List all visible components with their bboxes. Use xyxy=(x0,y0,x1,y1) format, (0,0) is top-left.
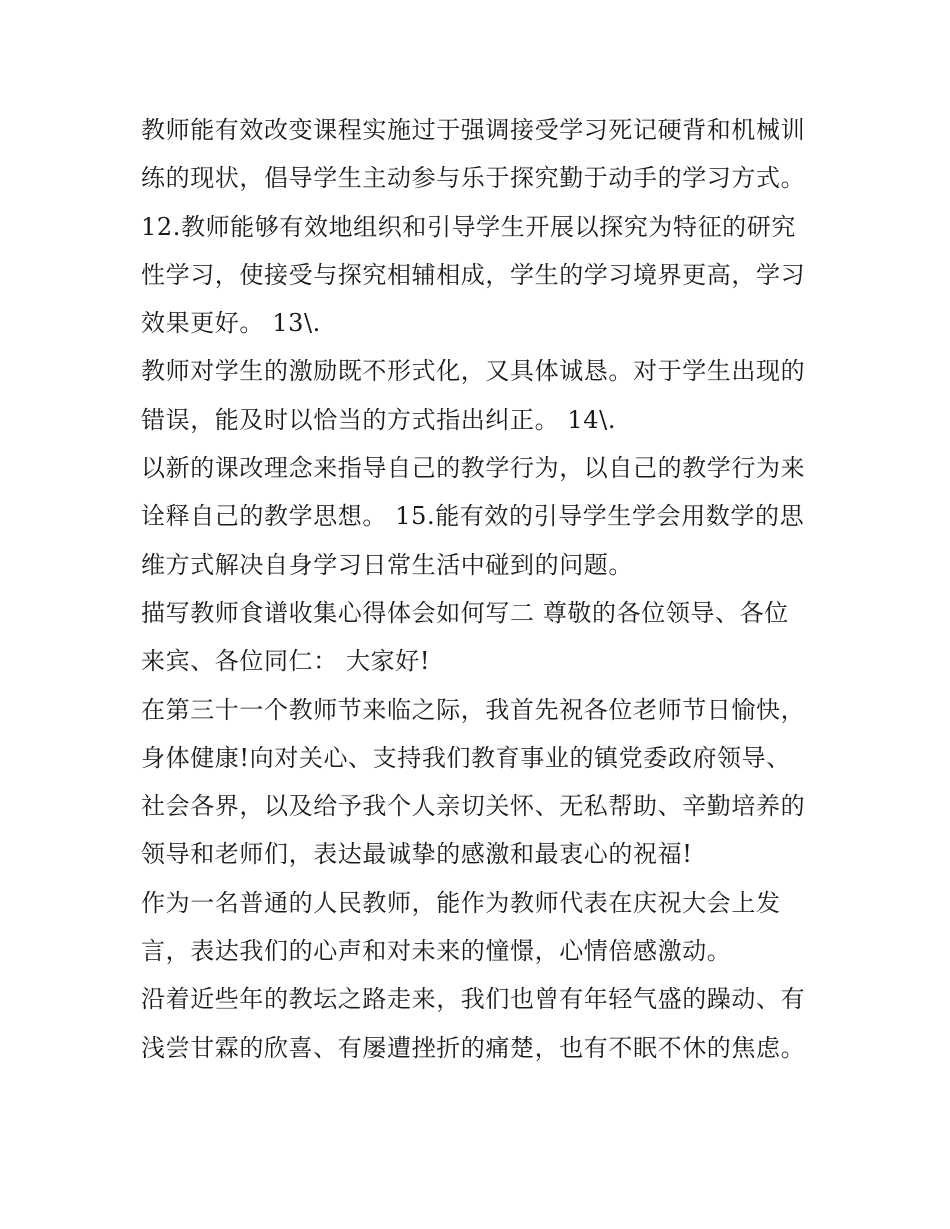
text-line: 来宾、各位同仁： 大家好! xyxy=(141,647,431,676)
text-line: 维方式解决自身学习日常生活中碰到的问题。 xyxy=(141,550,633,579)
text-line: 作为一名普通的人民教师，能作为教师代表在庆祝大会上发 xyxy=(141,888,781,917)
text-line: 性学习，使接受与探究相辅相成，学生的学习境界更高，学习 xyxy=(141,260,806,289)
text-line: 诠释自己的教学思想。 15.能有效的引导学生学会用数学的思 xyxy=(141,502,805,531)
document-body xyxy=(141,106,821,1072)
text-line: 领导和老师们，表达最诚挚的感激和最衷心的祝福! xyxy=(141,840,693,869)
text-line: 浅尝甘霖的欣喜、有屡遭挫折的痛楚，也有不眠不休的焦虑。 xyxy=(141,1033,806,1062)
text-line: 沿着近些年的教坛之路走来，我们也曾有年轻气盛的躁动、有 xyxy=(141,985,806,1014)
text-line: 社会各界，以及给予我个人亲切关怀、无私帮助、辛勤培养的 xyxy=(141,792,806,821)
text-line: 效果更好。 13\. xyxy=(141,309,321,338)
text-line: 错误，能及时以恰当的方式指出纠正。 14\. xyxy=(141,405,617,434)
text-line: 描写教师食谱收集心得体会如何写二 尊敬的各位领导、各位 xyxy=(141,598,789,627)
text-line: 教师能有效改变课程实施过于强调接受学习死记硬背和机械训 xyxy=(141,116,806,144)
text-line: 身体健康!向对关心、支持我们教育事业的镇党委政府领导、 xyxy=(141,743,791,772)
text-line: 练的现状，倡导学生主动参与乐于探究勤于动手的学习方式。 xyxy=(141,164,806,193)
text-line: 以新的课改理念来指导自己的教学行为，以自己的教学行为来 xyxy=(141,454,806,483)
text-line: 12.教师能够有效地组织和引导学生开展以探究为特征的研究 xyxy=(141,212,796,241)
text-line: 言，表达我们的心声和对未来的憧憬，心情倍感激动。 xyxy=(141,937,732,966)
text-line: 在第三十一个教师节来临之际，我首先祝各位老师节日愉快， xyxy=(141,695,806,724)
text-line: 教师对学生的激励既不形式化，又具体诚恳。对于学生出现的 xyxy=(141,357,806,386)
